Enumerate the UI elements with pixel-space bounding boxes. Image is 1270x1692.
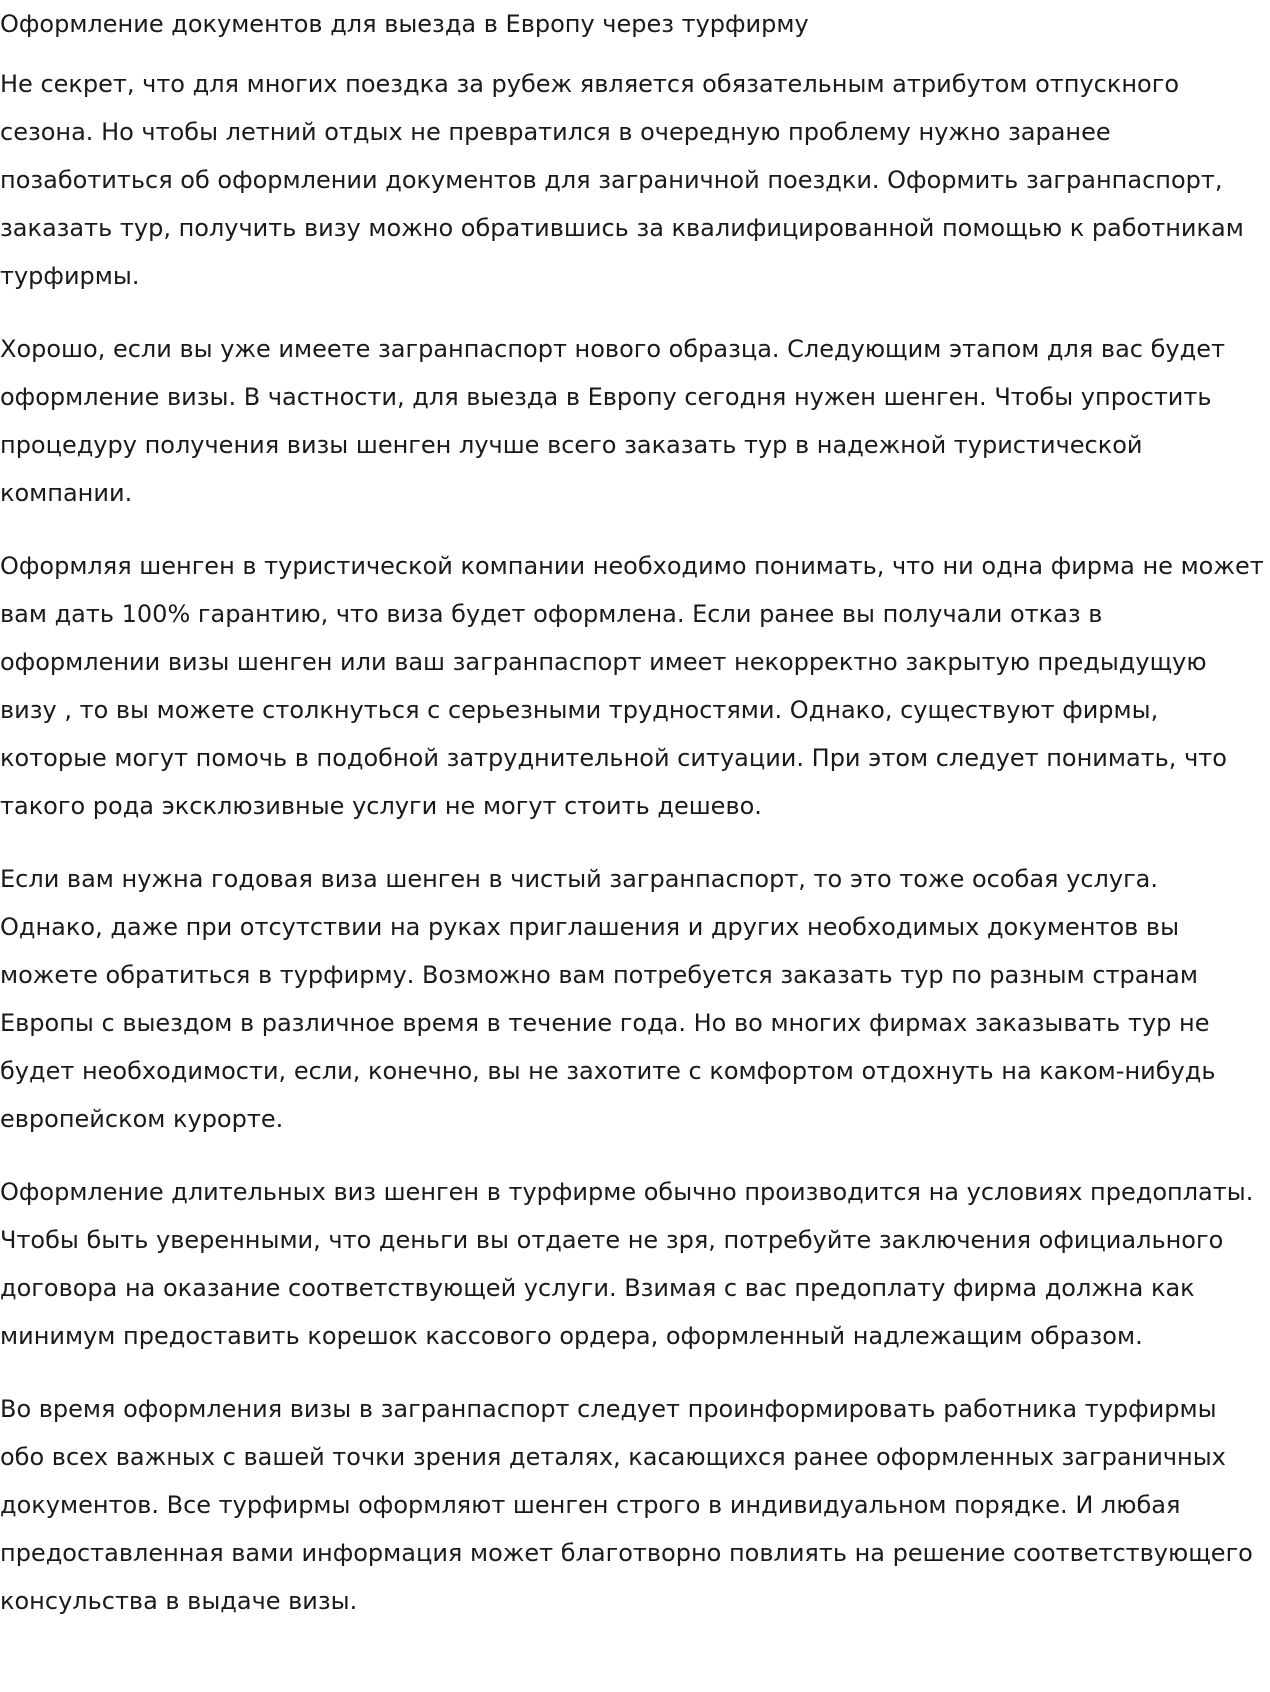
article-paragraph-5: Оформление длительных виз шенген в турфирме обычно производится на условиях предоплаты. Чтобы быть уверенными, что деньги вы отдаете не зря, потребуйте заключения официального договора на оказание соответствующей услуги. Взимая с вас предоплату фирма должна как минимум предоставить корешок кассового ордера, оформленный надлежащим образом. bbox=[0, 1178, 1254, 1350]
article-paragraph-3: Оформляя шенген в туристической компании необходимо понимать, что ни одна фирма не может вам дать 100% гарантию, что виза будет оформлена. Если ранее вы получали отказ в оформлении визы шенген или ваш загранпаспорт имеет некорректно закрытую предыдущую визу , то вы можете столкнуться с серьезными трудностями. Однако, существуют фирмы, которые могут помочь в подобной затруднительной ситуации. При этом следует понимать, что такого рода эксклюзивные услуги не могут стоить дешево. bbox=[0, 552, 1264, 820]
article-paragraph-6: Во время оформления визы в загранпаспорт следует проинформировать работника турфирмы обо всех важных с вашей точки зрения деталях, касающихся ранее оформленных заграничных документов. Все турфирмы оформляют шенген строго в индивидуальном порядке. И любая предоставленная вами информация может благотворно повлиять на решение соответствующего консульства в выдаче визы. bbox=[0, 1395, 1253, 1615]
article-paragraph-4: Если вам нужна годовая виза шенген в чистый загранпаспорт, то это тоже особая услуга. Однако, даже при отсутствии на руках приглашения и других необходимых документов вы можете обратиться в турфирму. Возможно вам потребуется заказать тур по разным странам Европы с выездом в различное время в течение года. Но во многих фирмах заказывать тур не будет необходимости, если, конечно, вы не захотите с комфортом отдохнуть на каком-нибудь европейском курорте. bbox=[0, 865, 1216, 1133]
article-paragraph-1: Не секрет, что для многих поездка за рубеж является обязательным атрибутом отпускного сезона. Но чтобы летний отдых не превратился в очередную проблему нужно заранее позаботиться об оформлении документов для заграничной поездки. Оформить загранпаспорт, заказать тур, получить визу можно обратившись за квалифицированной помощью к работникам турфирмы. bbox=[0, 70, 1244, 290]
article-title: Оформление документов для выезда в Европу через турфирму bbox=[0, 10, 809, 38]
article-paragraph-2: Хорошо, если вы уже имеете загранпаспорт нового образца. Следующим этапом для вас будет оформление визы. В частности, для выезда в Европу сегодня нужен шенген. Чтобы упростить процедуру получения визы шенген лучше всего заказать тур в надежной туристической компании. bbox=[0, 335, 1225, 507]
